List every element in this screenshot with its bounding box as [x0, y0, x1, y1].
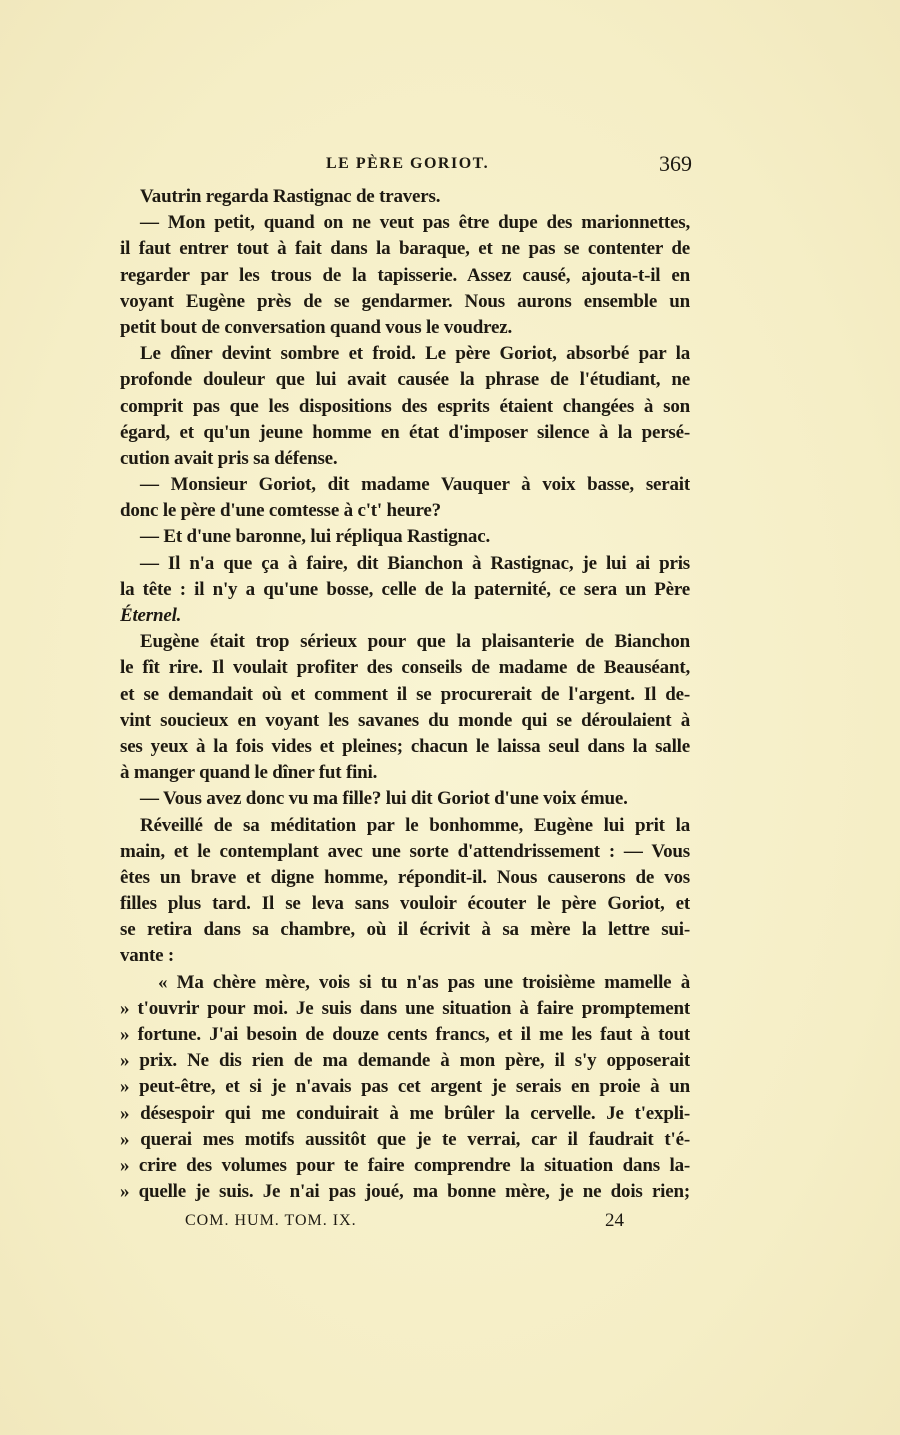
text-line: — Et d'une baronne, lui répliqua Rastignac. [140, 526, 491, 548]
text-line: à manger quand le dîner fut fini. [120, 762, 378, 784]
text-line: égard, et qu'un jeune homme en état d'imposer silence à la persé- [120, 421, 690, 443]
text-line: se retira dans sa chambre, où il écrivit à sa mère la lettre sui- [120, 919, 690, 941]
text-line: Vautrin regarda Rastignac de travers. [140, 186, 441, 207]
text-line: voyant Eugène près de se gendarmer. Nous aurons ensemble un [120, 290, 690, 312]
text-line: » prix. Ne dis rien de ma demande à mon père, il s'y opposerait [120, 1050, 690, 1072]
text-line: donc le père d'une comtesse à c't' heure? [120, 500, 441, 522]
text-line: profonde douleur que lui avait causée la phrase de l'étudiant, ne [120, 369, 690, 391]
running-title: LE PÈRE GORIOT. [326, 155, 490, 172]
text-line: cution avait pris sa défense. [120, 447, 338, 469]
text-line: êtes un brave et digne homme, répondit-il. Nous causerons de vos [120, 866, 690, 888]
text-line: filles plus tard. Il se leva sans vouloir écouter le père Goriot, et [120, 893, 690, 915]
text-line: « Ma chère mère, vois si tu n'as pas une troisième mamelle à [158, 971, 690, 993]
text-line: il faut entrer tout à fait dans la baraque, et ne pas se contenter de [120, 238, 690, 260]
text-line: » t'ouvrir pour moi. Je suis dans une situation à faire promptement [120, 997, 690, 1019]
text-line: Réveillé de sa méditation par le bonhomme, Eugène lui prit la [140, 814, 690, 836]
text-line: Eugène était trop sérieux pour que la plaisanterie de Bianchon [140, 631, 690, 653]
page-number: 369 [659, 151, 692, 176]
page-footer [120, 1212, 690, 1238]
text-line: — Vous avez donc vu ma fille? lui dit Goriot d'une voix émue. [140, 788, 628, 810]
text-line: petit bout de conversation quand vous le voudrez. [120, 316, 513, 338]
text-line: le fît rire. Il voulait profiter des conseils de madame de Beauséant, [120, 657, 690, 679]
text-line: main, et le contemplant avec une sorte d'attendrissement : — Vous [120, 840, 690, 862]
text-line: comprit pas que les dispositions des esprits étaient changées à son [120, 395, 690, 417]
text-line: — Mon petit, quand on ne veut pas être dupe des marionnettes, [140, 212, 690, 234]
text-line: Le dîner devint sombre et froid. Le père Goriot, absorbé par la [140, 343, 690, 365]
sheet-number: 24 [605, 1210, 624, 1231]
text-line: » crire des volumes pour te faire comprendre la situation dans la- [120, 1154, 690, 1176]
text-line: vante : [120, 945, 175, 967]
text-line: vint soucieux en voyant les savanes du monde qui se déroulaient à [120, 709, 690, 731]
text-line: la tête : il n'y a qu'une bosse, celle de la paternité, ce sera un Père [120, 578, 690, 600]
text-line: » quelle je suis. Je n'ai pas joué, ma bonne mère, je ne dois rien; [120, 1181, 690, 1203]
running-head [120, 151, 692, 181]
text-line: » fortune. J'ai besoin de douze cents francs, et il me les faut à tout [120, 1024, 690, 1045]
text-line: » peut-être, et si je n'avais pas cet argent je serais en proie à un [120, 1076, 690, 1098]
text-line: ses yeux à la fois vides et pleines; chacun le laissa seul dans la salle [120, 735, 690, 757]
signature-mark: COM. HUM. TOM. IX. [185, 1212, 357, 1229]
text-line: Éternel. [120, 605, 182, 626]
text-line: — Monsieur Goriot, dit madame Vauquer à voix basse, serait [140, 474, 690, 496]
text-line: » querai mes motifs aussitôt que je te verrai, car il faudrait t'é- [120, 1128, 690, 1150]
text-line: et se demandait où et comment il se procurerait de l'argent. Il de- [120, 683, 690, 705]
text-line: regarder par les trous de la tapisserie. Assez causé, ajouta-t-il en [120, 264, 690, 286]
body-text [120, 184, 690, 1205]
text-line: — Il n'a que ça à faire, dit Bianchon à Rastignac, je lui ai pris [140, 552, 690, 574]
text-line: » désespoir qui me conduirait à me brûler la cervelle. Je t'expli- [120, 1102, 690, 1124]
